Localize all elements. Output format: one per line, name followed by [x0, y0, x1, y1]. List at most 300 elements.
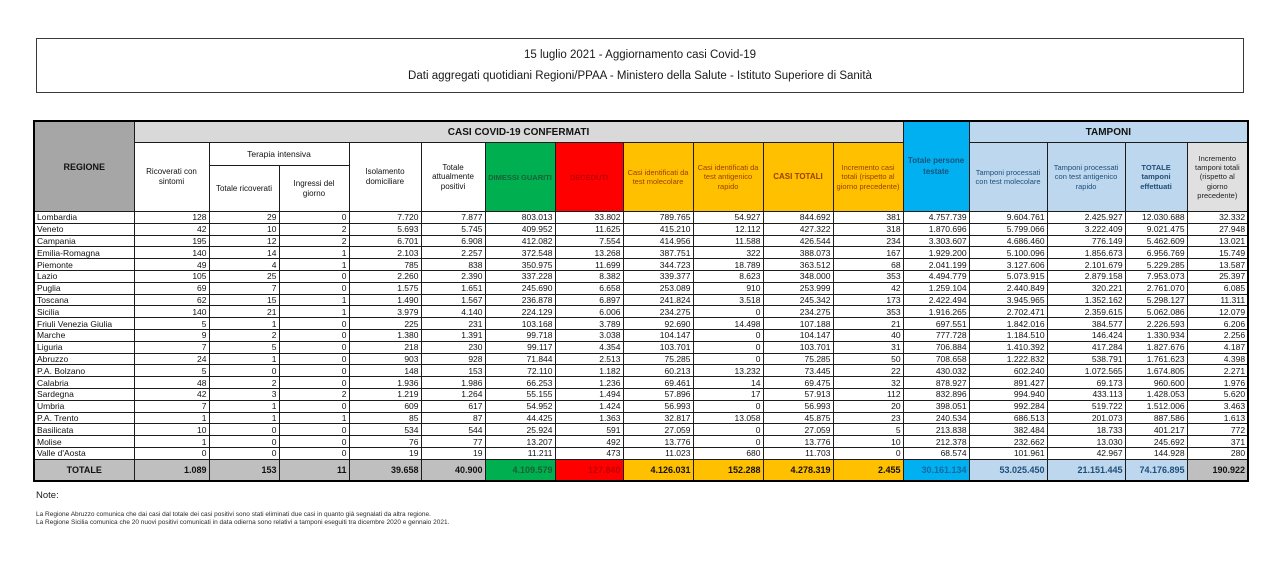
data-cell: 785 [349, 259, 421, 271]
data-cell: 8.623 [693, 270, 763, 282]
data-cell: 76 [349, 436, 421, 448]
data-cell: 1.236 [555, 377, 623, 389]
data-cell: 42.967 [1047, 447, 1125, 459]
table-row [34, 318, 1248, 330]
data-cell: 1.842.016 [969, 318, 1047, 330]
group-header-tamponi: TAMPONI [969, 121, 1248, 143]
data-cell: 6.897 [555, 294, 623, 306]
data-cell: 1 [279, 306, 349, 318]
data-cell: 1.512.006 [1125, 400, 1187, 412]
data-cell: 0 [209, 447, 279, 459]
data-cell: 55.155 [485, 388, 555, 400]
data-cell: 1.827.676 [1125, 341, 1187, 353]
region-name: Lazio [34, 270, 134, 282]
data-cell: 103.168 [485, 318, 555, 330]
data-cell: 1 [279, 412, 349, 424]
data-cell: 2.440.849 [969, 282, 1047, 294]
data-cell: 10 [209, 223, 279, 235]
column-header-tamponi-molecolare: Tamponi processati con test molecolare [969, 143, 1047, 212]
data-cell: 101.961 [969, 447, 1047, 459]
data-cell: 17 [693, 388, 763, 400]
region-name: Campania [34, 235, 134, 247]
data-cell: 0 [693, 400, 763, 412]
data-cell: 25.924 [485, 424, 555, 436]
data-cell: 87 [421, 412, 485, 424]
table-row [34, 388, 1248, 400]
data-cell: 3.222.409 [1047, 223, 1125, 235]
region-name: Umbria [34, 400, 134, 412]
data-cell: 680 [693, 447, 763, 459]
data-cell: 32.817 [623, 412, 693, 424]
data-cell: 44.425 [485, 412, 555, 424]
data-cell: 48 [134, 377, 209, 389]
data-cell: 15.749 [1187, 247, 1248, 259]
data-cell: 2.103 [349, 247, 421, 259]
table-row [34, 400, 1248, 412]
data-cell: 146.424 [1047, 329, 1125, 341]
region-name: Sardegna [34, 388, 134, 400]
data-cell: 253.999 [763, 282, 833, 294]
data-cell: 1.410.392 [969, 341, 1047, 353]
data-cell: 23 [833, 412, 903, 424]
data-cell: 24 [134, 353, 209, 365]
data-cell: 2.359.615 [1047, 306, 1125, 318]
data-cell: 706.884 [903, 341, 969, 353]
totale-terapia-intensiva: 153 [209, 459, 279, 481]
data-cell: 1 [209, 353, 279, 365]
data-cell: 11.023 [623, 447, 693, 459]
data-cell: 591 [555, 424, 623, 436]
data-cell: 1.490 [349, 294, 421, 306]
data-cell: 5.100.096 [969, 247, 1047, 259]
data-cell: 353 [833, 270, 903, 282]
data-cell: 103.701 [623, 341, 693, 353]
data-cell: 1.936 [349, 377, 421, 389]
data-cell: 56.993 [763, 400, 833, 412]
notes-heading: Note: [36, 490, 59, 501]
data-cell: 4.354 [555, 341, 623, 353]
data-cell: 21 [209, 306, 279, 318]
data-cell: 381 [833, 212, 903, 224]
data-cell: 50 [833, 353, 903, 365]
data-cell: 33.802 [555, 212, 623, 224]
data-cell: 5 [134, 318, 209, 330]
data-cell: 1.575 [349, 282, 421, 294]
data-cell: 31 [833, 341, 903, 353]
data-cell: 20 [833, 400, 903, 412]
data-cell: 128 [134, 212, 209, 224]
data-cell: 4.494.779 [903, 270, 969, 282]
data-cell: 0 [279, 353, 349, 365]
data-cell: 2.271 [1187, 365, 1248, 377]
data-cell: 7 [134, 341, 209, 353]
data-cell: 72.110 [485, 365, 555, 377]
region-name: Veneto [34, 223, 134, 235]
data-cell: 1.761.623 [1125, 353, 1187, 365]
data-cell: 6.085 [1187, 282, 1248, 294]
region-name: Sicilia [34, 306, 134, 318]
data-cell: 617 [421, 400, 485, 412]
data-cell: 0 [279, 424, 349, 436]
data-cell: 13.232 [693, 365, 763, 377]
data-cell: 280 [1187, 447, 1248, 459]
data-cell: 10 [134, 424, 209, 436]
data-cell: 3.463 [1187, 400, 1248, 412]
data-cell: 60.213 [623, 365, 693, 377]
data-cell: 1.494 [555, 388, 623, 400]
data-cell: 0 [279, 318, 349, 330]
table-row [34, 294, 1248, 306]
data-cell: 21 [833, 318, 903, 330]
data-cell: 11.703 [763, 447, 833, 459]
data-cell: 54.952 [485, 400, 555, 412]
data-cell: 25.397 [1187, 270, 1248, 282]
data-cell: 140 [134, 306, 209, 318]
region-name: Valle d'Aosta [34, 447, 134, 459]
totale-row [34, 459, 1248, 481]
data-cell: 697.551 [903, 318, 969, 330]
data-cell: 398.051 [903, 400, 969, 412]
data-cell: 3.127.606 [969, 259, 1047, 271]
data-cell: 1.651 [421, 282, 485, 294]
data-cell: 409.952 [485, 223, 555, 235]
data-cell: 534 [349, 424, 421, 436]
region-name: P.A. Bolzano [34, 365, 134, 377]
data-cell: 1.391 [421, 329, 485, 341]
data-cell: 201.073 [1047, 412, 1125, 424]
column-header-ingressi-del-giorno: Ingressi del giorno [279, 166, 349, 212]
data-cell: 6.658 [555, 282, 623, 294]
data-cell: 3.038 [555, 329, 623, 341]
column-header-ricoverati-con-sintomi: Ricoverati con sintomi [134, 143, 209, 212]
data-cell: 234.275 [763, 306, 833, 318]
data-cell: 9 [134, 329, 209, 341]
data-cell: 230 [421, 341, 485, 353]
data-cell: 234 [833, 235, 903, 247]
data-cell: 13.030 [1047, 436, 1125, 448]
column-header-isolamento-domiciliare: Isolamento domiciliare [349, 143, 421, 212]
data-cell: 1 [209, 318, 279, 330]
totale-incremento-tamponi: 190.922 [1187, 459, 1248, 481]
data-cell: 414.956 [623, 235, 693, 247]
data-cell: 69.173 [1047, 377, 1125, 389]
data-cell: 1 [134, 412, 209, 424]
data-cell: 0 [693, 353, 763, 365]
data-cell: 1 [279, 259, 349, 271]
data-cell: 2.101.679 [1047, 259, 1125, 271]
data-cell: 173 [833, 294, 903, 306]
data-cell: 213.838 [903, 424, 969, 436]
data-cell: 0 [279, 341, 349, 353]
data-cell: 0 [279, 212, 349, 224]
data-cell: 1 [279, 294, 349, 306]
data-cell: 5 [134, 365, 209, 377]
data-cell: 3 [209, 388, 279, 400]
data-cell: 7.953.073 [1125, 270, 1187, 282]
data-cell: 417.284 [1047, 341, 1125, 353]
data-cell: 0 [279, 400, 349, 412]
table-row [34, 282, 1248, 294]
data-cell: 29 [209, 212, 279, 224]
totale-persone-testate: 30.161.134 [903, 459, 969, 481]
data-cell: 11.211 [485, 447, 555, 459]
data-cell: 27.948 [1187, 223, 1248, 235]
data-cell: 5 [209, 341, 279, 353]
report-title-line1: 15 luglio 2021 - Aggiornamento casi Covid-19 [523, 48, 757, 61]
data-cell: 11.699 [555, 259, 623, 271]
data-cell: 3.945.965 [969, 294, 1047, 306]
data-cell: 0 [693, 306, 763, 318]
data-cell: 412.082 [485, 235, 555, 247]
data-cell: 0 [209, 436, 279, 448]
data-cell: 928 [421, 353, 485, 365]
data-cell: 73.445 [763, 365, 833, 377]
data-cell: 27.059 [623, 424, 693, 436]
data-cell: 6.701 [349, 235, 421, 247]
column-header-incremento-tamponi-totali: Incremento tamponi totali (rispetto al giorno precedente) [1187, 143, 1248, 212]
data-cell: 14 [693, 377, 763, 389]
data-cell: 789.765 [623, 212, 693, 224]
data-cell: 13.587 [1187, 259, 1248, 271]
data-cell: 0 [209, 424, 279, 436]
table-row [34, 412, 1248, 424]
data-cell: 19 [421, 447, 485, 459]
data-cell: 0 [693, 436, 763, 448]
data-cell: 388.073 [763, 247, 833, 259]
data-cell: 15 [209, 294, 279, 306]
data-cell: 0 [209, 365, 279, 377]
data-cell: 0 [279, 329, 349, 341]
table-row [34, 424, 1248, 436]
data-cell: 1.870.696 [903, 223, 969, 235]
data-cell: 960.600 [1125, 377, 1187, 389]
totale-casi-molecolare: 4.126.031 [623, 459, 693, 481]
data-cell: 1 [209, 412, 279, 424]
data-cell: 6.006 [555, 306, 623, 318]
data-cell: 1.380 [349, 329, 421, 341]
table-row [34, 436, 1248, 448]
data-cell: 14 [209, 247, 279, 259]
data-cell: 57.913 [763, 388, 833, 400]
totale-isolamento: 39.658 [349, 459, 421, 481]
table-row [34, 247, 1248, 259]
data-cell: 2 [279, 388, 349, 400]
data-cell: 1.219 [349, 388, 421, 400]
region-name: Marche [34, 329, 134, 341]
data-cell: 6.908 [421, 235, 485, 247]
data-cell: 11.588 [693, 235, 763, 247]
data-cell: 245.692 [1125, 436, 1187, 448]
data-cell: 71.844 [485, 353, 555, 365]
data-cell: 3.303.607 [903, 235, 969, 247]
data-cell: 5.229.285 [1125, 259, 1187, 271]
column-header-deceduti: DECEDUTI [555, 143, 623, 212]
data-cell: 878.927 [903, 377, 969, 389]
column-header-casi-test-antigenico: Casi identificati da test antigenico rapido [693, 143, 763, 212]
data-cell: 2.256 [1187, 329, 1248, 341]
data-cell: 77 [421, 436, 485, 448]
region-name: Lombardia [34, 212, 134, 224]
data-cell: 519.722 [1047, 400, 1125, 412]
data-cell: 0 [134, 447, 209, 459]
table-row [34, 365, 1248, 377]
data-cell: 5.799.066 [969, 223, 1047, 235]
data-cell: 2.390 [421, 270, 485, 282]
data-cell: 1.072.565 [1047, 365, 1125, 377]
data-cell: 57.896 [623, 388, 693, 400]
data-cell: 40 [833, 329, 903, 341]
data-cell: 384.577 [1047, 318, 1125, 330]
data-cell: 5.693 [349, 223, 421, 235]
data-cell: 62 [134, 294, 209, 306]
table-row [34, 212, 1248, 224]
data-cell: 9.604.761 [969, 212, 1047, 224]
group-header-casi-confermati: CASI COVID-19 CONFERMATI [134, 121, 903, 143]
data-cell: 13.021 [1187, 235, 1248, 247]
table-row [34, 353, 1248, 365]
data-cell: 2.260 [349, 270, 421, 282]
region-name: Piemonte [34, 259, 134, 271]
data-cell: 5.298.127 [1125, 294, 1187, 306]
data-cell: 49 [134, 259, 209, 271]
data-cell: 320.221 [1047, 282, 1125, 294]
data-cell: 107.188 [763, 318, 833, 330]
data-cell: 4.187 [1187, 341, 1248, 353]
data-cell: 339.377 [623, 270, 693, 282]
data-cell: 0 [693, 329, 763, 341]
column-header-tamponi-antigenico: Tamponi processati con test antigenico rapido [1047, 143, 1125, 212]
data-cell: 992.284 [969, 400, 1047, 412]
data-cell: 6.956.769 [1125, 247, 1187, 259]
data-cell: 68.574 [903, 447, 969, 459]
data-cell: 433.113 [1047, 388, 1125, 400]
column-header-totale-persone-testate: Totale persone testate [903, 121, 969, 212]
totale-incremento-casi: 2.455 [833, 459, 903, 481]
data-cell: 14.498 [693, 318, 763, 330]
data-cell: 13.776 [763, 436, 833, 448]
data-cell: 1 [279, 247, 349, 259]
table-row [34, 270, 1248, 282]
data-cell: 602.240 [969, 365, 1047, 377]
data-cell: 0 [279, 436, 349, 448]
data-cell: 887.586 [1125, 412, 1187, 424]
data-cell: 538.791 [1047, 353, 1125, 365]
region-name: Toscana [34, 294, 134, 306]
table-row [34, 223, 1248, 235]
data-cell: 2.513 [555, 353, 623, 365]
table-row [34, 259, 1248, 271]
column-header-regione: REGIONE [34, 121, 134, 212]
data-cell: 99.718 [485, 329, 555, 341]
data-cell: 13.058 [693, 412, 763, 424]
column-header-incremento-casi-totali: Incremento casi totali (rispetto al giorno precedente) [833, 143, 903, 212]
data-cell: 337.228 [485, 270, 555, 282]
data-cell: 153 [421, 365, 485, 377]
data-cell: 1.674.805 [1125, 365, 1187, 377]
region-name: P.A. Trento [34, 412, 134, 424]
data-cell: 12.112 [693, 223, 763, 235]
data-cell: 245.690 [485, 282, 555, 294]
data-cell: 75.285 [763, 353, 833, 365]
data-cell: 2 [209, 377, 279, 389]
data-cell: 225 [349, 318, 421, 330]
data-cell: 492 [555, 436, 623, 448]
data-cell: 382.484 [969, 424, 1047, 436]
table-row [34, 306, 1248, 318]
data-cell: 1.184.510 [969, 329, 1047, 341]
data-cell: 66.253 [485, 377, 555, 389]
data-cell: 2.226.593 [1125, 318, 1187, 330]
data-cell: 776.149 [1047, 235, 1125, 247]
data-cell: 2.761.070 [1125, 282, 1187, 294]
data-cell: 348.000 [763, 270, 833, 282]
table-row [34, 377, 1248, 389]
data-cell: 2 [209, 329, 279, 341]
data-cell: 838 [421, 259, 485, 271]
data-cell: 11.625 [555, 223, 623, 235]
data-cell: 832.896 [903, 388, 969, 400]
data-cell: 372.548 [485, 247, 555, 259]
data-cell: 231 [421, 318, 485, 330]
region-name: Abruzzo [34, 353, 134, 365]
data-cell: 13.268 [555, 247, 623, 259]
data-cell: 241.824 [623, 294, 693, 306]
data-cell: 1.182 [555, 365, 623, 377]
table-row [34, 329, 1248, 341]
data-cell: 5.073.915 [969, 270, 1047, 282]
data-cell: 5.462.609 [1125, 235, 1187, 247]
data-cell: 18.789 [693, 259, 763, 271]
data-cell: 12 [209, 235, 279, 247]
data-cell: 1.929.200 [903, 247, 969, 259]
data-cell: 12.079 [1187, 306, 1248, 318]
data-cell: 994.940 [969, 388, 1047, 400]
column-header-totale-ricoverati: Totale ricoverati [209, 166, 279, 212]
data-cell: 777.728 [903, 329, 969, 341]
data-cell: 4.140 [421, 306, 485, 318]
data-cell: 4 [209, 259, 279, 271]
region-name: Calabria [34, 377, 134, 389]
data-cell: 2.422.494 [903, 294, 969, 306]
data-cell: 1.976 [1187, 377, 1248, 389]
table-row [34, 235, 1248, 247]
data-cell: 3.789 [555, 318, 623, 330]
data-cell: 0 [279, 270, 349, 282]
data-cell: 212.378 [903, 436, 969, 448]
data-cell: 1 [209, 400, 279, 412]
data-cell: 68 [833, 259, 903, 271]
totale-tamponi-effettuati: 74.176.895 [1125, 459, 1187, 481]
data-cell: 322 [693, 247, 763, 259]
data-cell: 45.875 [763, 412, 833, 424]
table-body [34, 212, 1248, 460]
data-cell: 5.745 [421, 223, 485, 235]
region-name: Friuli Venezia Giulia [34, 318, 134, 330]
data-cell: 686.513 [969, 412, 1047, 424]
data-cell: 18.733 [1047, 424, 1125, 436]
data-cell: 12.030.688 [1125, 212, 1187, 224]
data-cell: 69 [134, 282, 209, 294]
data-cell: 473 [555, 447, 623, 459]
covid-data-table [33, 120, 1249, 482]
data-cell: 344.723 [623, 259, 693, 271]
data-cell: 99.117 [485, 341, 555, 353]
data-cell: 401.217 [1125, 424, 1187, 436]
data-cell: 5.620 [1187, 388, 1248, 400]
totale-attualmente-positivi: 40.900 [421, 459, 485, 481]
note-line-abruzzo: La Regione Abruzzo comunica che dai casi dal totale dei casi positivi sono stati eliminati due casi in quanto già segnalati da altra regione. [36, 511, 431, 518]
data-cell: 5 [833, 424, 903, 436]
